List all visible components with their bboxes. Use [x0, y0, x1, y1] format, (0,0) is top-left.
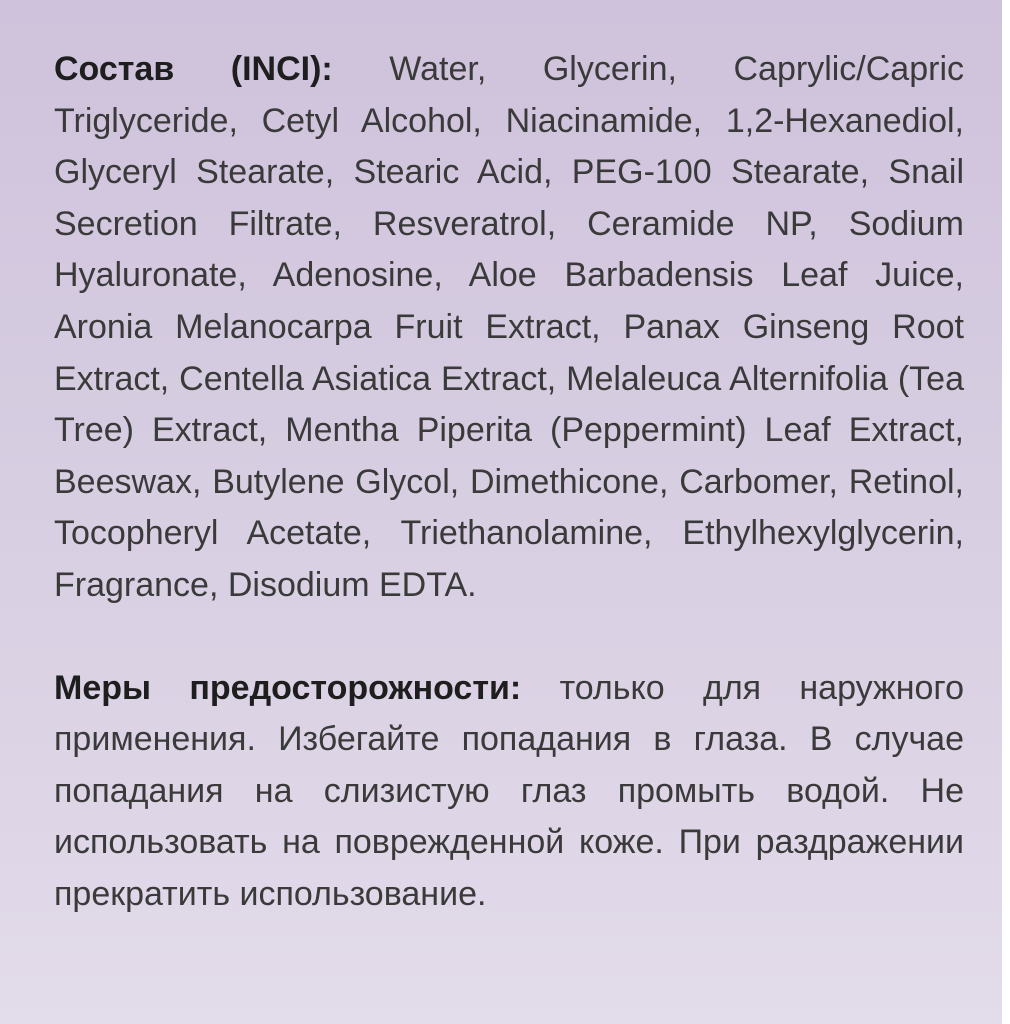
- precautions-label: Меры предосторожности:: [54, 668, 522, 707]
- precautions-paragraph: [54, 663, 964, 921]
- composition-text: Water, Glycerin, Caprylic/Capric Triglyceride, Cetyl Alcohol, Niacinamide, 1,2-Hexanediol, Glyceryl Stearate, Stearic Acid, PEG-100 Stearate, Snail Secretion Filtrate, Resveratrol, Ceramide NP, Sodium Hyaluronate, Adenosine, Aloe Barbadensis Leaf Juice, Aronia Melanocarpa Fruit Extract, Panax Ginseng Root Extract, Centella Asiatica Extract, Melaleuca Alternifolia (Tea Tree) Extract, Mentha Piperita (Peppermint) Leaf Extract, Beeswax, Butylene Glycol, Dimethicone, Carbomer, Retinol, Tocopheryl Acetate, Triethanolamine, Ethylhexylglycerin, Fragrance, Disodium EDTA.: [54, 50, 964, 604]
- precautions-text: только для наружного применения. Избегайте попадания в глаза. В случае попадания на слизистую глаз промыть водой. Не использовать на поврежденной коже. При раздражении прекратить использование.: [54, 668, 964, 913]
- composition-label: Состав (INCI):: [54, 50, 333, 88]
- composition-paragraph: [54, 44, 964, 612]
